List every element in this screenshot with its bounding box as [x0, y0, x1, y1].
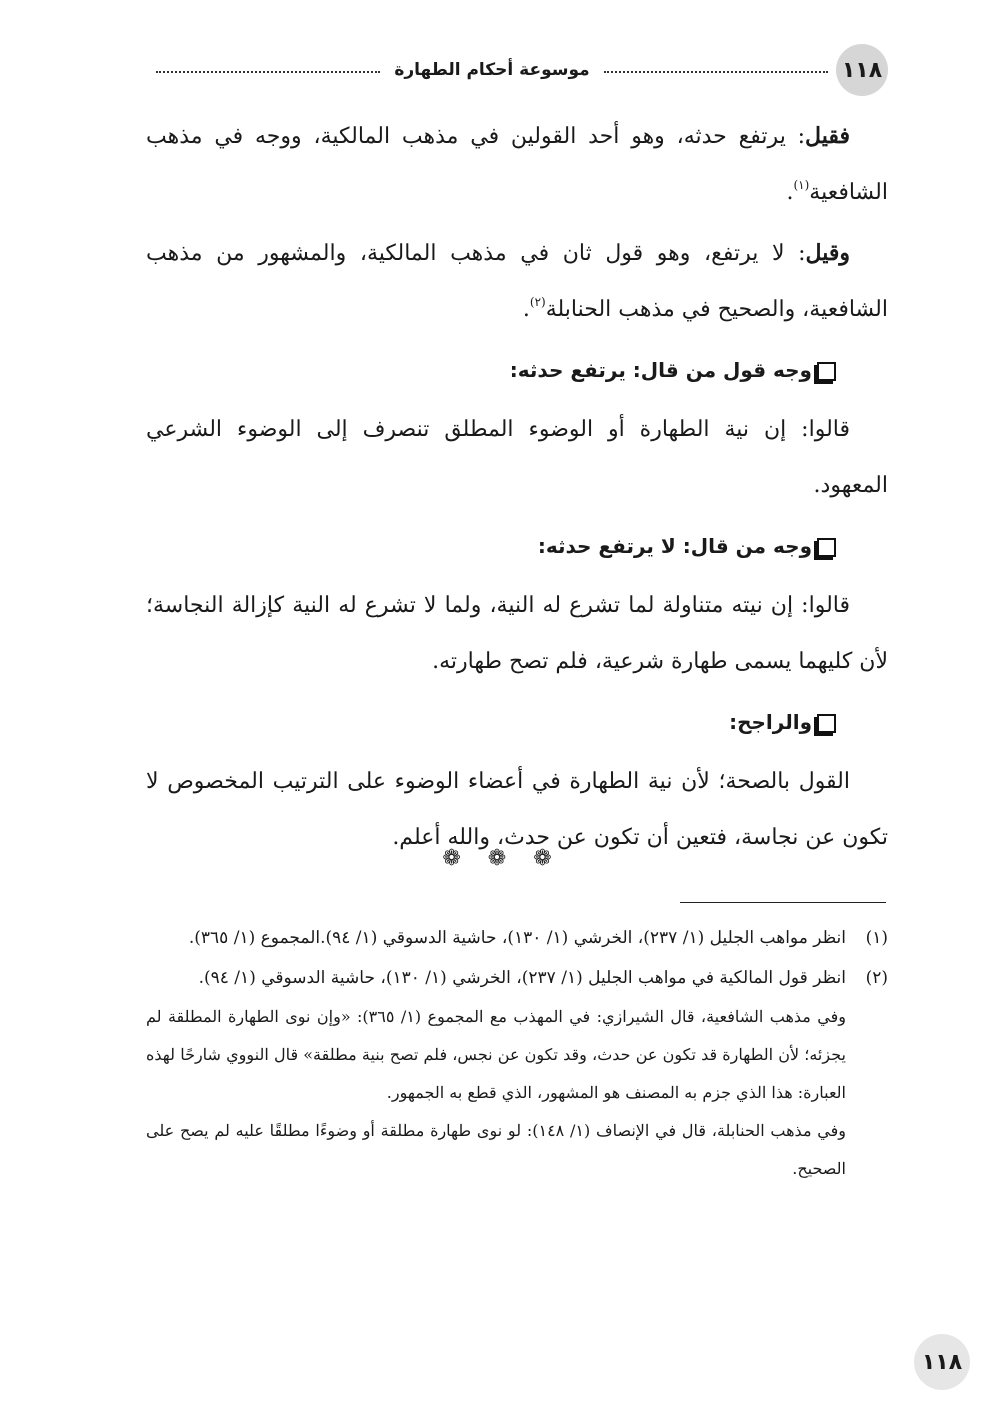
footnote-2-hanbali: وفي مذهب الحنابلة، قال في الإنصاف (١/ ١٤٨): لو نوى طهارة مطلقة أو وضوءًا مطلقًا عليه لم يصح على الصحيح. [146, 1121, 846, 1178]
paragraph-text: : يرتفع حدثه، وهو أحد القولين في مذهب المالكية، ووجه في مذهب الشافعية [146, 124, 888, 205]
checkbox-square-icon [817, 714, 836, 733]
paragraph-text: : لا يرتفع، وهو قول ثان في مذهب المالكية، والمشهور من مذهب الشافعية، والصحيح في مذهب الحنابلة [146, 241, 888, 322]
footnote-ref-2[interactable]: (٢) [529, 295, 546, 309]
section-heading-first-view [146, 342, 888, 398]
lead-word: فقيل [805, 123, 850, 149]
section-heading-second-view [146, 518, 888, 574]
paragraph-first-opinion [146, 108, 888, 221]
heading-text: وجه من قال: لا يرتفع حدثه: [537, 534, 812, 558]
period: . [522, 297, 530, 322]
paragraph-conclusion: القول بالصحة؛ لأن نية الطهارة في أعضاء الوضوء على الترتيب المخصوص لا تكون عن نجاسة، فتعين أن تكون عن حدث، والله أعلم. [146, 769, 888, 850]
main-text [146, 108, 888, 870]
footnote-number: (١) [865, 928, 888, 948]
paragraph-first-argument: قالوا: إن نية الطهارة أو الوضوء المطلق تنصرف إلى الوضوء الشرعي المعهود. [146, 417, 888, 498]
footnote-2-shafii: وفي مذهب الشافعية، قال الشيرازي: في المهذب مع المجموع (١/ ٣٦٥): «وإن نوى الطهارة المطلقة لم يجزئه؛ لأن الطهارة قد تكون عن حدث، وقد تكون عن نجس، فلم تصح بنية مطلقة» قال النووي شارحًا لهذه العبارة: هذا الذي جزم به المصنف هو المشهور، الذي قطع به الجمهور. [146, 1007, 847, 1102]
footnote-2 [146, 958, 888, 998]
checkbox-square-icon [817, 362, 836, 381]
section-heading-preferred [146, 694, 888, 750]
header-page-number: ١١٨ [836, 44, 888, 96]
paragraph-second-argument: قالوا: إن نيته متناولة لما تشرع له النية، ولما لا تشرع له النية كإزالة النجاسة؛ لأن كليهما يسمى طهارة شرعية، فلم تصح طهارته. [146, 593, 888, 674]
header-dotted-rule-left [156, 71, 380, 73]
page-header [148, 42, 888, 98]
heading-text: والراجح: [729, 710, 812, 734]
footnotes [146, 918, 888, 1188]
header-book-title: موسوعة أحكام الطهارة [394, 60, 590, 80]
footnote-1 [146, 918, 888, 958]
footnote-text: انظر مواهب الجليل (١/ ٢٣٧)، الخرشي (١/ ١٣٠)، حاشية الدسوقي (١/ ٩٤).المجموع (١/ ٣٦٥). [188, 928, 846, 948]
footer-page-number: ١١٨ [914, 1334, 970, 1390]
header-dotted-rule-right [604, 71, 828, 73]
paragraph-second-opinion [146, 225, 888, 338]
checkbox-square-icon [817, 538, 836, 557]
footnote-number: (٢) [865, 968, 888, 988]
footnote-text: انظر قول المالكية في مواهب الجليل (١/ ٢٣٧)، الخرشي (١/ ١٣٠)، حاشية الدسوقي (١/ ٩٤). [198, 968, 846, 988]
footnote-ref-1[interactable]: (١) [793, 178, 810, 192]
lead-word: وقيل [805, 240, 850, 266]
period: . [786, 180, 794, 205]
footnote-divider [680, 902, 886, 903]
heading-text: وجه قول من قال: يرتفع حدثه: [509, 358, 812, 382]
ornament-separator: ❁ ❁ ❁ [442, 846, 562, 871]
